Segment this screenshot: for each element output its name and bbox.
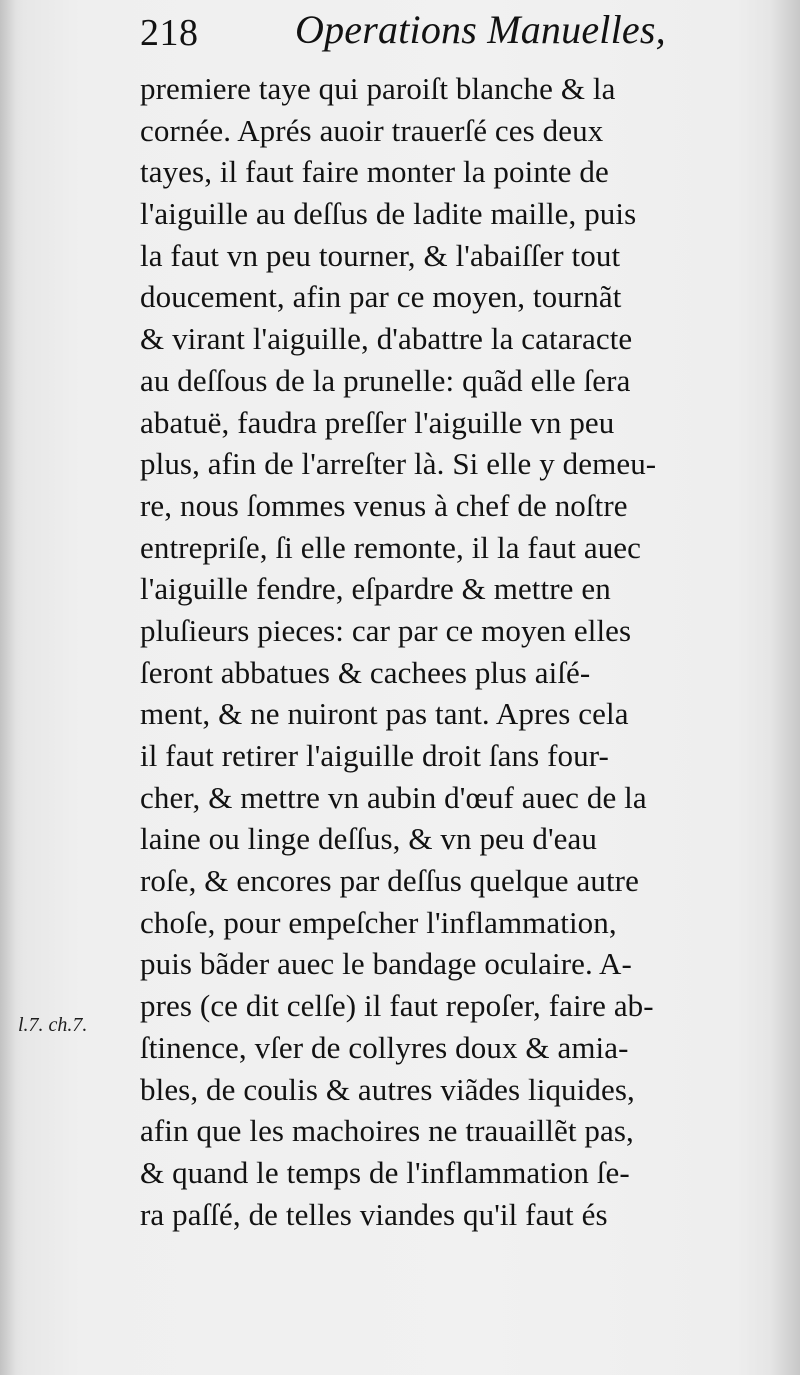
text-line-10: plus, afin de l'arreſter là. Si elle y demeu-	[140, 446, 657, 482]
text-line-16: ment, & ne nuiront pas tant. Apres cela	[140, 696, 629, 732]
text-line-19: laine ou linge deſſus, & vn peu d'eau	[140, 821, 597, 857]
text-line-1: premiere taye qui paroiſt blanche & la	[140, 71, 616, 106]
text-line-4: l'aiguille au deſſus de ladite maille, puis	[140, 196, 637, 232]
text-line-28: ra paſſé, de telles viandes qu'il faut és	[140, 1196, 608, 1232]
text-line-24: ſtinence, vſer de collyres doux & amia-	[140, 1029, 629, 1065]
text-line-26: afin que les machoires ne trauaillẽt pas,	[140, 1113, 634, 1149]
text-line-7: & virant l'aiguille, d'abattre la cataracte	[140, 321, 633, 357]
text-line-5: la faut vn peu tourner, & l'abaiſſer tout	[140, 237, 621, 273]
text-line-20: roſe, & encores par deſſus quelque autre	[140, 863, 639, 899]
text-line-9: abatuë, faudra preſſer l'aiguille vn peu	[140, 404, 615, 440]
text-line-27: & quand le temps de l'inflammation ſe-	[140, 1154, 630, 1190]
text-line-2: cornée. Aprés auoir trauerſé ces deux	[140, 112, 604, 148]
text-line-23: pres (ce dit celſe) il faut repoſer, faire ab-	[140, 988, 654, 1024]
text-line-17: il faut retirer l'aiguille droit ſans four-	[140, 738, 609, 773]
text-line-14: pluſieurs pieces: car par ce moyen elles	[140, 612, 632, 648]
text-line-3: tayes, il faut faire monter la pointe de	[140, 154, 609, 190]
running-head	[140, 8, 750, 62]
marginal-note: l.7. ch.7.	[18, 1014, 88, 1036]
main-text-block	[140, 68, 740, 1235]
text-line-12: entrepriſe, ſi elle remonte, il la faut auec	[140, 529, 642, 565]
text-line-18: cher, & mettre vn aubin d'œuf auec de la	[140, 779, 647, 815]
text-line-22: puis bãder auec le bandage oculaire. A-	[140, 946, 632, 982]
text-line-11: re, nous ſommes venus à chef de noſtre	[140, 487, 628, 523]
right-page-shadow	[770, 0, 800, 1375]
text-line-21: choſe, pour empeſcher l'inflammation,	[140, 904, 617, 940]
text-line-6: doucement, afin par ce moyen, tournãt	[140, 279, 622, 315]
text-line-25: bles, de coulis & autres viãdes liquides,	[140, 1071, 635, 1107]
text-line-15: ſeront abbatues & cachees plus aiſé-	[140, 654, 591, 690]
text-line-13: l'aiguille fendre, eſpardre & mettre en	[140, 571, 611, 607]
text-line-8: au deſſous de la prunelle: quãd elle ſera	[140, 362, 631, 398]
left-page-shadow	[0, 0, 16, 1375]
page-number: 218	[140, 12, 199, 54]
running-title: Operations Manuelles,	[295, 7, 666, 52]
